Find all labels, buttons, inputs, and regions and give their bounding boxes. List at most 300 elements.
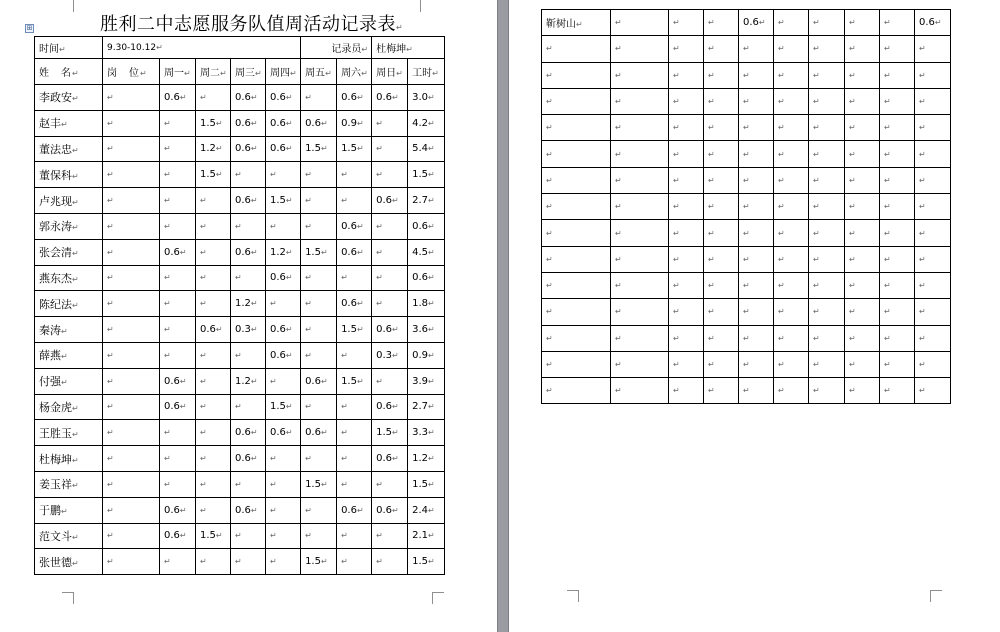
value-cell-2[interactable]	[704, 220, 739, 246]
value-cell-7[interactable]	[880, 272, 915, 298]
value-cell-7[interactable]	[880, 378, 915, 404]
value-cell-2[interactable]	[196, 342, 231, 368]
value-cell-5[interactable]	[301, 110, 337, 136]
value-cell-5[interactable]	[809, 272, 845, 298]
value-cell-6[interactable]	[337, 317, 372, 343]
value-cell-4[interactable]	[266, 265, 301, 291]
header-cell-3[interactable]	[196, 59, 231, 85]
value-cell-1[interactable]	[669, 62, 704, 88]
value-cell-6[interactable]	[845, 62, 880, 88]
name-cell[interactable]	[542, 10, 611, 36]
value-cell-8[interactable]	[915, 378, 951, 404]
value-cell-6[interactable]	[845, 299, 880, 325]
value-cell-6[interactable]	[337, 394, 372, 420]
value-cell-6[interactable]	[337, 110, 372, 136]
value-cell-0[interactable]	[611, 378, 669, 404]
value-cell-3[interactable]	[231, 497, 266, 523]
value-cell-6[interactable]	[845, 325, 880, 351]
name-cell[interactable]	[35, 162, 103, 188]
value-cell-1[interactable]	[160, 523, 196, 549]
header-cell-9[interactable]	[408, 59, 445, 85]
value-cell-2[interactable]	[196, 291, 231, 317]
name-cell[interactable]	[542, 325, 611, 351]
value-cell-7[interactable]	[372, 394, 408, 420]
value-cell-7[interactable]	[372, 162, 408, 188]
value-cell-0[interactable]	[611, 194, 669, 220]
value-cell-4[interactable]	[774, 115, 809, 141]
name-cell[interactable]	[542, 246, 611, 272]
value-cell-7[interactable]	[880, 10, 915, 36]
value-cell-0[interactable]	[611, 272, 669, 298]
value-cell-2[interactable]	[196, 265, 231, 291]
value-cell-3[interactable]	[231, 549, 266, 575]
value-cell-8[interactable]	[408, 523, 445, 549]
value-cell-2[interactable]	[704, 272, 739, 298]
name-cell[interactable]	[35, 497, 103, 523]
value-cell-8[interactable]	[408, 342, 445, 368]
value-cell-3[interactable]	[739, 299, 774, 325]
value-cell-7[interactable]	[372, 368, 408, 394]
value-cell-6[interactable]	[337, 213, 372, 239]
value-cell-0[interactable]	[103, 239, 160, 265]
value-cell-2[interactable]	[704, 351, 739, 377]
name-cell[interactable]	[35, 420, 103, 446]
value-cell-2[interactable]	[704, 378, 739, 404]
value-cell-5[interactable]	[301, 317, 337, 343]
header-cell-4[interactable]	[231, 59, 266, 85]
time-label-cell[interactable]: 时间↵	[35, 37, 103, 59]
name-cell[interactable]	[542, 378, 611, 404]
name-cell[interactable]	[542, 272, 611, 298]
value-cell-1[interactable]	[160, 85, 196, 111]
value-cell-4[interactable]	[266, 162, 301, 188]
value-cell-6[interactable]	[845, 220, 880, 246]
value-cell-0[interactable]	[103, 523, 160, 549]
value-cell-8[interactable]	[915, 62, 951, 88]
value-cell-8[interactable]	[408, 239, 445, 265]
value-cell-1[interactable]	[160, 162, 196, 188]
value-cell-5[interactable]	[809, 194, 845, 220]
header-cell-0[interactable]	[35, 59, 103, 85]
value-cell-5[interactable]	[301, 342, 337, 368]
value-cell-6[interactable]	[845, 88, 880, 114]
value-cell-7[interactable]	[372, 213, 408, 239]
value-cell-1[interactable]	[669, 220, 704, 246]
value-cell-0[interactable]	[103, 291, 160, 317]
name-cell[interactable]	[35, 213, 103, 239]
header-cell-8[interactable]	[372, 59, 408, 85]
value-cell-8[interactable]	[408, 446, 445, 472]
value-cell-3[interactable]	[231, 239, 266, 265]
value-cell-3[interactable]	[231, 420, 266, 446]
value-cell-3[interactable]	[231, 291, 266, 317]
value-cell-2[interactable]	[196, 523, 231, 549]
value-cell-1[interactable]	[669, 325, 704, 351]
value-cell-8[interactable]	[408, 265, 445, 291]
value-cell-2[interactable]	[704, 325, 739, 351]
value-cell-2[interactable]	[704, 62, 739, 88]
value-cell-8[interactable]	[915, 141, 951, 167]
value-cell-8[interactable]	[408, 85, 445, 111]
value-cell-6[interactable]	[845, 115, 880, 141]
value-cell-1[interactable]	[669, 272, 704, 298]
value-cell-7[interactable]	[372, 342, 408, 368]
value-cell-4[interactable]	[266, 471, 301, 497]
name-cell[interactable]	[35, 342, 103, 368]
value-cell-0[interactable]	[103, 497, 160, 523]
value-cell-6[interactable]	[845, 272, 880, 298]
value-cell-1[interactable]	[160, 291, 196, 317]
value-cell-1[interactable]	[669, 378, 704, 404]
recorder-value-cell[interactable]: 杜梅坤↵	[372, 37, 445, 59]
value-cell-6[interactable]	[337, 136, 372, 162]
value-cell-4[interactable]	[774, 325, 809, 351]
value-cell-3[interactable]	[739, 88, 774, 114]
value-cell-2[interactable]	[704, 88, 739, 114]
value-cell-0[interactable]	[103, 317, 160, 343]
value-cell-2[interactable]	[196, 136, 231, 162]
value-cell-2[interactable]	[196, 188, 231, 214]
value-cell-0[interactable]	[611, 220, 669, 246]
value-cell-5[interactable]	[301, 136, 337, 162]
value-cell-3[interactable]	[231, 446, 266, 472]
name-cell[interactable]	[542, 36, 611, 62]
value-cell-0[interactable]	[103, 549, 160, 575]
value-cell-3[interactable]	[231, 162, 266, 188]
value-cell-4[interactable]	[774, 194, 809, 220]
header-cell-2[interactable]	[160, 59, 196, 85]
value-cell-8[interactable]	[408, 188, 445, 214]
value-cell-7[interactable]	[372, 291, 408, 317]
header-cell-5[interactable]	[266, 59, 301, 85]
value-cell-2[interactable]	[704, 141, 739, 167]
value-cell-1[interactable]	[669, 246, 704, 272]
value-cell-8[interactable]	[408, 291, 445, 317]
value-cell-6[interactable]	[845, 36, 880, 62]
value-cell-6[interactable]	[337, 446, 372, 472]
value-cell-2[interactable]	[704, 246, 739, 272]
value-cell-0[interactable]	[103, 110, 160, 136]
value-cell-3[interactable]	[231, 317, 266, 343]
name-cell[interactable]	[35, 188, 103, 214]
value-cell-0[interactable]	[103, 446, 160, 472]
value-cell-4[interactable]	[774, 351, 809, 377]
value-cell-2[interactable]	[704, 10, 739, 36]
name-cell[interactable]	[35, 136, 103, 162]
value-cell-2[interactable]	[196, 394, 231, 420]
value-cell-0[interactable]	[611, 351, 669, 377]
value-cell-6[interactable]	[337, 239, 372, 265]
value-cell-5[interactable]	[809, 10, 845, 36]
name-cell[interactable]	[35, 291, 103, 317]
value-cell-7[interactable]	[880, 220, 915, 246]
value-cell-1[interactable]	[669, 194, 704, 220]
value-cell-2[interactable]	[196, 420, 231, 446]
name-cell[interactable]	[542, 299, 611, 325]
header-cell-1[interactable]	[103, 59, 160, 85]
value-cell-4[interactable]	[266, 136, 301, 162]
value-cell-5[interactable]	[301, 549, 337, 575]
value-cell-6[interactable]	[845, 378, 880, 404]
value-cell-7[interactable]	[880, 115, 915, 141]
value-cell-1[interactable]	[669, 141, 704, 167]
value-cell-6[interactable]	[337, 291, 372, 317]
value-cell-6[interactable]	[845, 141, 880, 167]
value-cell-0[interactable]	[611, 299, 669, 325]
value-cell-1[interactable]	[160, 342, 196, 368]
value-cell-4[interactable]	[266, 342, 301, 368]
value-cell-7[interactable]	[880, 141, 915, 167]
value-cell-6[interactable]	[845, 246, 880, 272]
value-cell-4[interactable]	[774, 36, 809, 62]
value-cell-1[interactable]	[160, 420, 196, 446]
value-cell-4[interactable]	[266, 291, 301, 317]
value-cell-1[interactable]	[669, 351, 704, 377]
value-cell-3[interactable]	[739, 167, 774, 193]
value-cell-3[interactable]	[231, 342, 266, 368]
value-cell-7[interactable]	[372, 497, 408, 523]
value-cell-6[interactable]	[337, 497, 372, 523]
name-cell[interactable]	[35, 549, 103, 575]
value-cell-8[interactable]	[408, 213, 445, 239]
value-cell-0[interactable]	[103, 136, 160, 162]
value-cell-4[interactable]	[774, 62, 809, 88]
value-cell-6[interactable]	[845, 194, 880, 220]
value-cell-7[interactable]	[372, 446, 408, 472]
value-cell-4[interactable]	[774, 167, 809, 193]
value-cell-2[interactable]	[196, 497, 231, 523]
value-cell-8[interactable]	[915, 299, 951, 325]
recorder-label-cell[interactable]: 记录员↵	[301, 37, 372, 59]
name-cell[interactable]	[542, 194, 611, 220]
value-cell-0[interactable]	[103, 85, 160, 111]
value-cell-0[interactable]	[611, 62, 669, 88]
value-cell-7[interactable]	[880, 88, 915, 114]
value-cell-0[interactable]	[611, 115, 669, 141]
value-cell-2[interactable]	[196, 446, 231, 472]
value-cell-6[interactable]	[337, 471, 372, 497]
value-cell-2[interactable]	[704, 115, 739, 141]
value-cell-0[interactable]	[103, 342, 160, 368]
value-cell-5[interactable]	[301, 239, 337, 265]
value-cell-5[interactable]	[809, 88, 845, 114]
value-cell-8[interactable]	[915, 167, 951, 193]
value-cell-7[interactable]	[372, 471, 408, 497]
value-cell-4[interactable]	[266, 213, 301, 239]
value-cell-2[interactable]	[704, 167, 739, 193]
value-cell-3[interactable]	[231, 368, 266, 394]
value-cell-2[interactable]	[196, 213, 231, 239]
value-cell-1[interactable]	[669, 299, 704, 325]
value-cell-0[interactable]	[103, 471, 160, 497]
value-cell-6[interactable]	[337, 549, 372, 575]
value-cell-5[interactable]	[301, 497, 337, 523]
name-cell[interactable]	[35, 394, 103, 420]
value-cell-1[interactable]	[160, 136, 196, 162]
value-cell-2[interactable]	[196, 471, 231, 497]
value-cell-5[interactable]	[809, 167, 845, 193]
value-cell-4[interactable]	[774, 220, 809, 246]
name-cell[interactable]	[542, 62, 611, 88]
value-cell-5[interactable]	[809, 299, 845, 325]
value-cell-1[interactable]	[160, 213, 196, 239]
value-cell-3[interactable]	[231, 136, 266, 162]
name-cell[interactable]	[35, 265, 103, 291]
value-cell-1[interactable]	[160, 188, 196, 214]
value-cell-7[interactable]	[880, 167, 915, 193]
value-cell-8[interactable]	[915, 10, 951, 36]
value-cell-1[interactable]	[160, 471, 196, 497]
value-cell-0[interactable]	[103, 394, 160, 420]
value-cell-0[interactable]	[611, 88, 669, 114]
value-cell-0[interactable]	[103, 265, 160, 291]
value-cell-5[interactable]	[809, 115, 845, 141]
value-cell-1[interactable]	[160, 110, 196, 136]
value-cell-3[interactable]	[739, 378, 774, 404]
name-cell[interactable]	[542, 167, 611, 193]
name-cell[interactable]	[35, 110, 103, 136]
value-cell-1[interactable]	[669, 10, 704, 36]
value-cell-0[interactable]	[611, 36, 669, 62]
value-cell-4[interactable]	[266, 239, 301, 265]
value-cell-1[interactable]	[669, 115, 704, 141]
value-cell-5[interactable]	[809, 220, 845, 246]
value-cell-7[interactable]	[372, 136, 408, 162]
value-cell-3[interactable]	[739, 220, 774, 246]
value-cell-8[interactable]	[408, 136, 445, 162]
value-cell-4[interactable]	[266, 549, 301, 575]
value-cell-0[interactable]	[103, 162, 160, 188]
value-cell-7[interactable]	[372, 549, 408, 575]
value-cell-5[interactable]	[301, 188, 337, 214]
value-cell-8[interactable]	[408, 471, 445, 497]
value-cell-3[interactable]	[231, 85, 266, 111]
value-cell-2[interactable]	[196, 549, 231, 575]
value-cell-7[interactable]	[880, 246, 915, 272]
value-cell-1[interactable]	[669, 88, 704, 114]
value-cell-8[interactable]	[408, 549, 445, 575]
header-cell-6[interactable]	[301, 59, 337, 85]
value-cell-6[interactable]	[845, 10, 880, 36]
value-cell-5[interactable]	[301, 85, 337, 111]
value-cell-7[interactable]	[372, 239, 408, 265]
value-cell-6[interactable]	[337, 85, 372, 111]
value-cell-8[interactable]	[915, 246, 951, 272]
value-cell-4[interactable]	[774, 378, 809, 404]
value-cell-4[interactable]	[266, 420, 301, 446]
value-cell-3[interactable]	[739, 62, 774, 88]
value-cell-2[interactable]	[196, 85, 231, 111]
value-cell-8[interactable]	[408, 110, 445, 136]
value-cell-8[interactable]	[408, 420, 445, 446]
value-cell-6[interactable]	[337, 265, 372, 291]
value-cell-6[interactable]	[337, 188, 372, 214]
value-cell-5[interactable]	[301, 394, 337, 420]
value-cell-4[interactable]	[774, 299, 809, 325]
name-cell[interactable]	[35, 471, 103, 497]
value-cell-3[interactable]	[231, 523, 266, 549]
value-cell-8[interactable]	[408, 162, 445, 188]
value-cell-7[interactable]	[880, 325, 915, 351]
value-cell-3[interactable]	[739, 351, 774, 377]
value-cell-8[interactable]	[408, 497, 445, 523]
value-cell-1[interactable]	[160, 265, 196, 291]
value-cell-2[interactable]	[196, 110, 231, 136]
value-cell-6[interactable]	[337, 342, 372, 368]
value-cell-4[interactable]	[266, 110, 301, 136]
value-cell-4[interactable]	[266, 317, 301, 343]
value-cell-3[interactable]	[231, 471, 266, 497]
value-cell-4[interactable]	[774, 88, 809, 114]
value-cell-3[interactable]	[739, 115, 774, 141]
value-cell-1[interactable]	[160, 394, 196, 420]
value-cell-2[interactable]	[196, 368, 231, 394]
value-cell-2[interactable]	[704, 299, 739, 325]
value-cell-4[interactable]	[774, 141, 809, 167]
value-cell-3[interactable]	[739, 272, 774, 298]
table-move-handle-icon[interactable]: ⊞	[26, 24, 33, 32]
value-cell-4[interactable]	[266, 446, 301, 472]
value-cell-7[interactable]	[372, 420, 408, 446]
value-cell-4[interactable]	[266, 188, 301, 214]
value-cell-0[interactable]	[611, 246, 669, 272]
name-cell[interactable]	[542, 141, 611, 167]
value-cell-7[interactable]	[372, 85, 408, 111]
value-cell-6[interactable]	[337, 162, 372, 188]
value-cell-3[interactable]	[231, 265, 266, 291]
value-cell-8[interactable]	[915, 194, 951, 220]
value-cell-1[interactable]	[160, 497, 196, 523]
value-cell-4[interactable]	[774, 10, 809, 36]
value-cell-1[interactable]	[669, 36, 704, 62]
value-cell-7[interactable]	[880, 36, 915, 62]
time-value-cell[interactable]: 9.30-10.12↵	[103, 37, 301, 59]
value-cell-0[interactable]	[611, 325, 669, 351]
value-cell-5[interactable]	[301, 291, 337, 317]
value-cell-1[interactable]	[160, 239, 196, 265]
value-cell-2[interactable]	[196, 162, 231, 188]
value-cell-7[interactable]	[880, 351, 915, 377]
value-cell-8[interactable]	[408, 317, 445, 343]
name-cell[interactable]	[542, 220, 611, 246]
value-cell-4[interactable]	[266, 497, 301, 523]
value-cell-0[interactable]	[611, 10, 669, 36]
value-cell-8[interactable]	[915, 115, 951, 141]
name-cell[interactable]	[542, 115, 611, 141]
value-cell-5[interactable]	[809, 325, 845, 351]
value-cell-3[interactable]	[739, 325, 774, 351]
value-cell-7[interactable]	[372, 188, 408, 214]
value-cell-4[interactable]	[266, 368, 301, 394]
value-cell-7[interactable]	[372, 265, 408, 291]
value-cell-8[interactable]	[915, 351, 951, 377]
value-cell-1[interactable]	[160, 317, 196, 343]
value-cell-2[interactable]	[196, 239, 231, 265]
name-cell[interactable]	[35, 523, 103, 549]
value-cell-1[interactable]	[160, 446, 196, 472]
name-cell[interactable]	[35, 368, 103, 394]
value-cell-2[interactable]	[196, 317, 231, 343]
value-cell-4[interactable]	[774, 272, 809, 298]
name-cell[interactable]	[35, 317, 103, 343]
value-cell-5[interactable]	[809, 378, 845, 404]
name-cell[interactable]	[35, 239, 103, 265]
value-cell-5[interactable]	[809, 246, 845, 272]
value-cell-8[interactable]	[408, 368, 445, 394]
value-cell-3[interactable]	[739, 194, 774, 220]
name-cell[interactable]	[35, 446, 103, 472]
value-cell-1[interactable]	[160, 549, 196, 575]
